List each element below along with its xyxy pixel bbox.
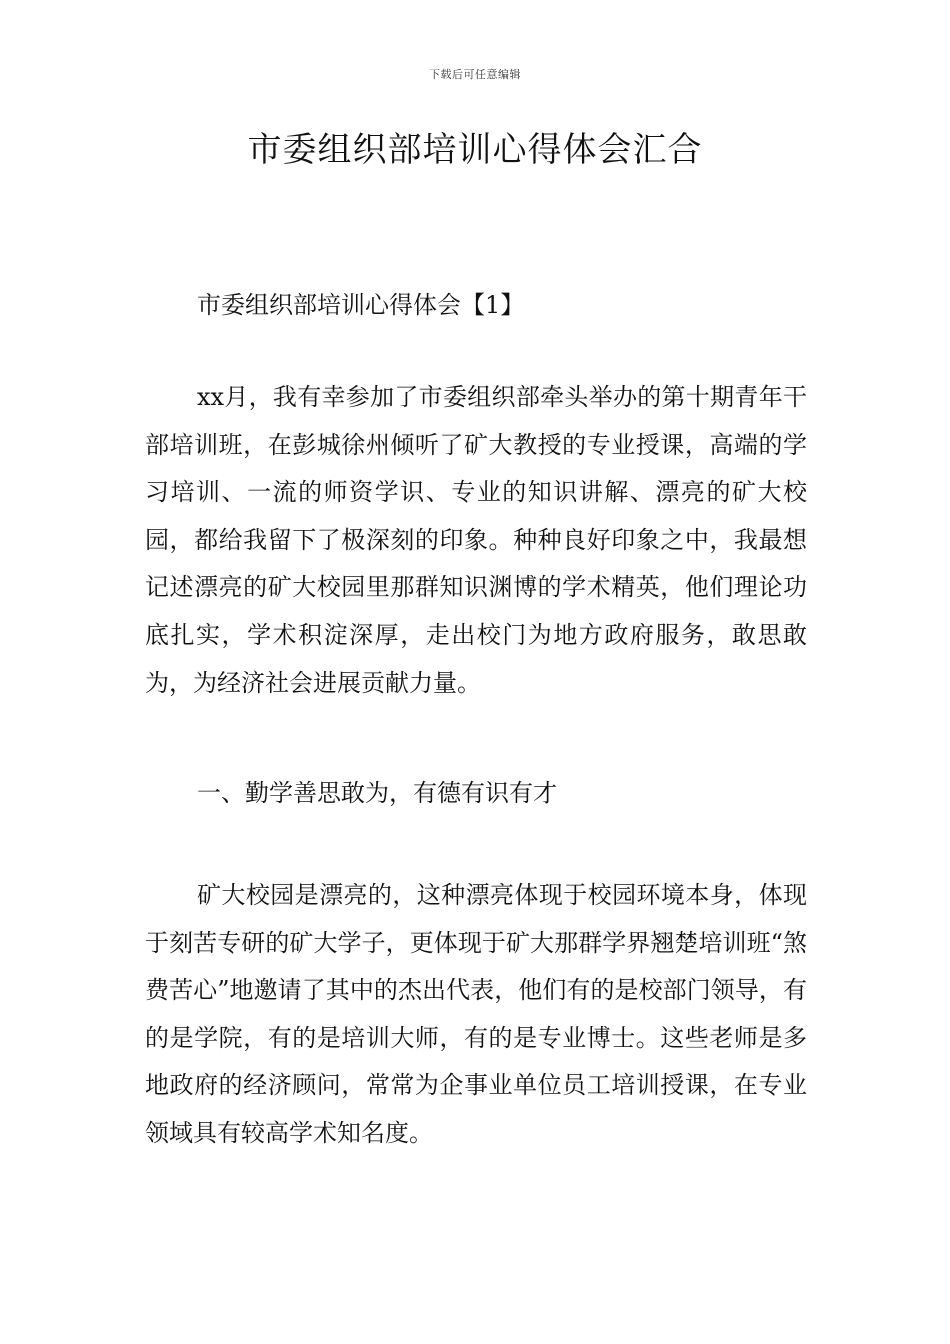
document-subheading: 市委组织部培训心得体会【1】 — [197, 291, 525, 319]
section-heading-1: 一、勤学善思敢为，有德有识有才 — [197, 779, 557, 807]
page-header-note: 下载后可任意编辑 — [429, 68, 521, 81]
document-title: 市委组织部培训心得体会汇合 — [247, 130, 703, 170]
body-paragraph-2: 矿大校园是漂亮的，这种漂亮体现于校园环境本身，体现于刻苦专研的矿大学子，更体现于矿大那群学界翘楚培训班“煞费苦心”地邀请了其中的杰出代表，他们有的是校部门领导，有的是学院，有的是培训大师，有的是专业博士。这些老师是多地政府的经济顾问，常常为企事业单位员工培训授课，在专业领域具有较高学术知名度。 — [145, 881, 807, 1147]
body-paragraph-1: xx月，我有幸参加了市委组织部牵头举办的第十期青年干部培训班，在彭城徐州倾听了矿大教授的专业授课，高端的学习培训、一流的师资学识、专业的知识讲解、漂亮的矿大校园，都给我留下了极深刻的印象。种种良好印象之中，我最想记述漂亮的矿大校园里那群知识渊博的学术精英，他们理论功底扎实，学术积淀深厚，走出校门为地方政府服务，敢思敢为，为经济社会进展贡献力量。 — [145, 383, 807, 697]
